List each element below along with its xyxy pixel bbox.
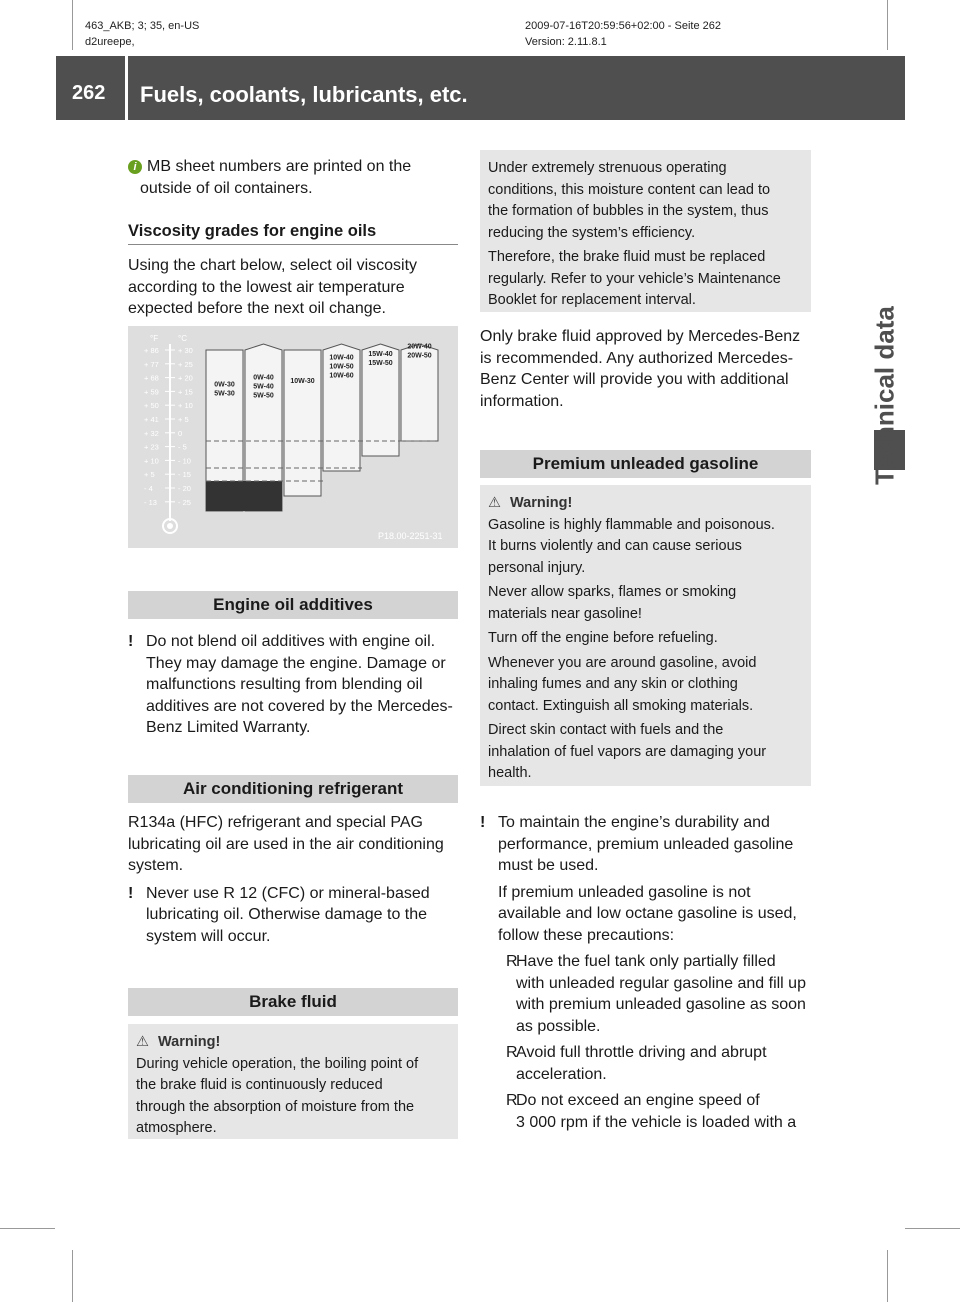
text-line: atmosphere.	[136, 1120, 217, 1136]
viscosity-grade-band	[284, 350, 321, 496]
text-line: with premium unleaded gasoline as soon	[516, 996, 806, 1013]
info-icon: i	[128, 160, 142, 174]
info-note-line: MB sheet numbers are printed on the	[147, 158, 412, 175]
exclamation-icon: !	[480, 814, 486, 831]
header-separator	[125, 56, 128, 120]
text-line: is recommended. Any authorized Mercedes-	[480, 349, 794, 367]
viscosity-grade-label: 0W-30	[214, 381, 235, 389]
fahrenheit-tick-label: + 59	[144, 387, 159, 397]
fahrenheit-tick-label: + 32	[144, 428, 159, 438]
text-line: Direct skin contact with fuels and the	[488, 722, 724, 738]
figure-code: P18.00-2251-31	[378, 531, 443, 541]
doc-meta-left	[85, 18, 199, 50]
premium-gasoline-text	[480, 812, 820, 1133]
celsius-tick-label: + 25	[178, 359, 193, 369]
warning-title: Warning!	[510, 495, 573, 511]
fahrenheit-tick-label: - 13	[144, 497, 157, 507]
brake-fluid-continued-box	[480, 150, 811, 312]
text-line: performance, premium unleaded gasoline	[498, 835, 794, 853]
text-line: acceleration.	[516, 1065, 607, 1083]
ac-heading: Air conditioning refrigerant	[128, 775, 458, 803]
text-line: according to the lowest air temperature	[128, 278, 405, 296]
celsius-tick-label: + 20	[178, 373, 193, 383]
fahrenheit-tick-label: + 50	[144, 401, 159, 411]
fahrenheit-tick-label: + 77	[144, 359, 159, 369]
crop-mark	[887, 0, 888, 50]
side-tab-text: Technical data	[869, 306, 900, 485]
celsius-tick-label: + 10	[178, 401, 193, 411]
celsius-tick-label: + 5	[178, 415, 189, 424]
meta-right-1: 2009-07-16T20:59:56+02:00 - Seite 262	[525, 20, 722, 32]
fahrenheit-tick-label: + 23	[144, 442, 159, 452]
celsius-tick-label: - 5	[178, 442, 187, 452]
text-line: Benz Limited Warranty.	[146, 719, 311, 736]
viscosity-grade-label: 10W-60	[329, 372, 354, 380]
text-line: system will occur.	[146, 927, 271, 945]
viscosity-chart-svg	[128, 326, 458, 548]
viscosity-grade-label: 20W-40	[407, 343, 432, 351]
text-line: Whenever you are around gasoline, avoid	[488, 654, 757, 671]
fahrenheit-tick-label: + 68	[144, 373, 159, 383]
text-line: Therefore, the brake fluid must be replaced	[488, 249, 766, 265]
text-line: regularly. Refer to your vehicle’s Maintenance	[488, 270, 781, 287]
celsius-tick-label: - 20	[178, 484, 191, 493]
fahrenheit-tick-label: + 5	[144, 470, 155, 480]
text-line: lubricating oil are used in the air conditioning	[128, 835, 444, 853]
text-line: Only brake fluid approved by Mercedes-Benz	[480, 328, 801, 345]
viscosity-chart	[128, 326, 458, 548]
bullet-icon: R	[506, 1044, 518, 1061]
viscosity-grade-label: 10W-40	[329, 354, 354, 362]
crop-mark	[887, 1250, 888, 1302]
unit-f-label: °F	[150, 334, 159, 343]
text-line: Using the chart below, select oil viscosity	[128, 257, 418, 274]
fahrenheit-tick-label: + 10	[144, 456, 159, 466]
text-line: malfunctions resulting from blending oil	[146, 676, 423, 693]
text-line: reducing the system’s efficiency.	[488, 224, 696, 241]
text-line: lubricating oil. Otherwise damage to the	[146, 906, 428, 923]
fahrenheit-tick-label: + 86	[144, 346, 159, 355]
approved-fluid-text	[480, 326, 815, 412]
warning-icon: ⚠	[488, 495, 501, 511]
celsius-tick-label: + 15	[178, 387, 193, 397]
text-line: materials near gasoline!	[488, 605, 642, 622]
crop-mark	[0, 1228, 55, 1229]
crop-mark	[72, 1250, 73, 1302]
text-line: During vehicle operation, the boiling point of	[136, 1055, 419, 1072]
viscosity-grade-label: 15W-50	[368, 360, 393, 367]
viscosity-grade-label: 5W-30	[214, 390, 235, 398]
grade-bands	[206, 344, 438, 512]
text-line: through the absorption of moisture from the	[136, 1098, 415, 1115]
text-line: Avoid full throttle driving and abrupt	[516, 1044, 767, 1061]
text-line: inhaling fumes and any skin or clothing	[488, 676, 738, 692]
viscosity-text	[128, 255, 458, 320]
text-line: Under extremely strenuous operating	[488, 160, 727, 176]
list-item	[480, 1090, 820, 1112]
viscosity-grade-label: 15W-40	[368, 351, 393, 358]
celsius-tick-label: - 15	[178, 470, 191, 480]
gasoline-warning-box	[480, 485, 811, 786]
viscosity-grade-label: 10W-30	[290, 378, 315, 385]
text-line: Do not exceed an engine speed of	[516, 1092, 760, 1109]
warning-title: Warning!	[158, 1034, 221, 1050]
bullet-icon: R	[506, 1092, 518, 1109]
text-line: conditions, this moisture content can lead to	[488, 181, 771, 198]
page-title: Fuels, coolants, lubricants, etc.	[140, 82, 468, 107]
viscosity-grade-label: 20W-50	[407, 352, 432, 360]
meta-right-2: Version: 2.11.8.1	[525, 36, 607, 48]
crop-mark	[72, 0, 73, 50]
ac-text	[128, 812, 463, 947]
text-line: the formation of bubbles in the system, thus	[488, 203, 769, 219]
text-line: as possible.	[516, 1017, 601, 1035]
meta-left-1: 463_AKB; 3; 35, en-US	[85, 20, 200, 32]
text-line: personal injury.	[488, 559, 586, 576]
celsius-scale	[178, 346, 193, 507]
text-line: To maintain the engine’s durability and	[498, 814, 770, 831]
side-tab-label	[850, 220, 920, 520]
text-line: If premium unleaded gasoline is not	[498, 883, 751, 901]
text-line: It burns violently and can cause serious	[488, 538, 742, 554]
text-line: with unleaded regular gasoline and fill up	[516, 974, 806, 992]
text-line: the brake fluid is continuously reduced	[136, 1077, 383, 1093]
list-item	[480, 951, 820, 973]
text-line: contact. Extinguish all smoking materials.	[488, 697, 754, 714]
text-line: Turn off the engine before refueling.	[488, 630, 718, 646]
text-line: They may damage the engine. Damage or	[146, 654, 446, 672]
fahrenheit-tick-label: + 41	[144, 415, 159, 424]
text-line: inhalation of fuel vapors are damaging your	[488, 743, 767, 760]
heading-rule	[128, 244, 458, 245]
exclamation-icon: !	[128, 884, 134, 902]
viscosity-grade-label: 5W-40	[253, 383, 274, 391]
meta-left-2: d2ureepe,	[85, 36, 135, 48]
crop-mark	[905, 1228, 960, 1229]
viscosity-grade-label: 10W-50	[329, 363, 354, 371]
info-note	[128, 156, 458, 199]
text-line: Have the fuel tank only partially filled	[516, 953, 776, 970]
viscosity-heading: Viscosity grades for engine oils	[128, 222, 377, 240]
warning-icon: ⚠	[136, 1034, 149, 1050]
text-line: expected before the next oil change.	[128, 300, 386, 317]
celsius-tick-label: + 30	[178, 346, 193, 355]
text-line: Never allow sparks, flames or smoking	[488, 584, 737, 600]
fahrenheit-tick-label: - 4	[144, 484, 153, 493]
thermometer-bulb-fill	[167, 523, 173, 529]
page-number: 262	[72, 82, 106, 104]
brake-heading: Brake fluid	[128, 988, 458, 1016]
brake-warning-box	[128, 1024, 458, 1139]
unit-c-label: °C	[178, 334, 187, 343]
celsius-tick-label: - 25	[178, 497, 191, 507]
text-line: information.	[480, 392, 564, 410]
celsius-tick-label: - 10	[178, 456, 191, 466]
info-note-line: outside of oil containers.	[140, 179, 313, 197]
text-line: must be used.	[498, 857, 599, 874]
text-line: Benz Center will provide you with additional	[480, 371, 789, 388]
bullet-icon: R	[506, 953, 518, 970]
text-line: system.	[128, 857, 184, 874]
text-line: health.	[488, 765, 532, 781]
text-line: Booklet for replacement interval.	[488, 292, 696, 308]
text-line: R134a (HFC) refrigerant and special PAG	[128, 814, 423, 831]
text-line: Do not blend oil additives with engine oil.	[146, 633, 436, 650]
cold-zone-block	[206, 481, 282, 511]
text-line: follow these precautions:	[498, 926, 675, 944]
doc-meta-right	[525, 18, 721, 50]
additives-heading: Engine oil additives	[128, 591, 458, 619]
text-line: Never use R 12 (CFC) or mineral-based	[146, 884, 430, 902]
text-line: available and low octane gasoline is used,	[498, 905, 797, 922]
exclamation-icon: !	[128, 633, 134, 650]
gasoline-heading: Premium unleaded gasoline	[480, 450, 811, 478]
text-line: Gasoline is highly flammable and poisonous.	[488, 516, 775, 533]
celsius-tick-label: 0	[178, 428, 183, 438]
viscosity-grade-label: 0W-40	[253, 374, 274, 382]
additives-text	[128, 631, 463, 739]
text-line: additives are not covered by the Mercedes-	[146, 697, 453, 715]
viscosity-grade-label: 5W-50	[253, 392, 274, 400]
list-item	[480, 1042, 820, 1064]
text-line: 3 000 rpm if the vehicle is loaded with a	[516, 1113, 797, 1131]
